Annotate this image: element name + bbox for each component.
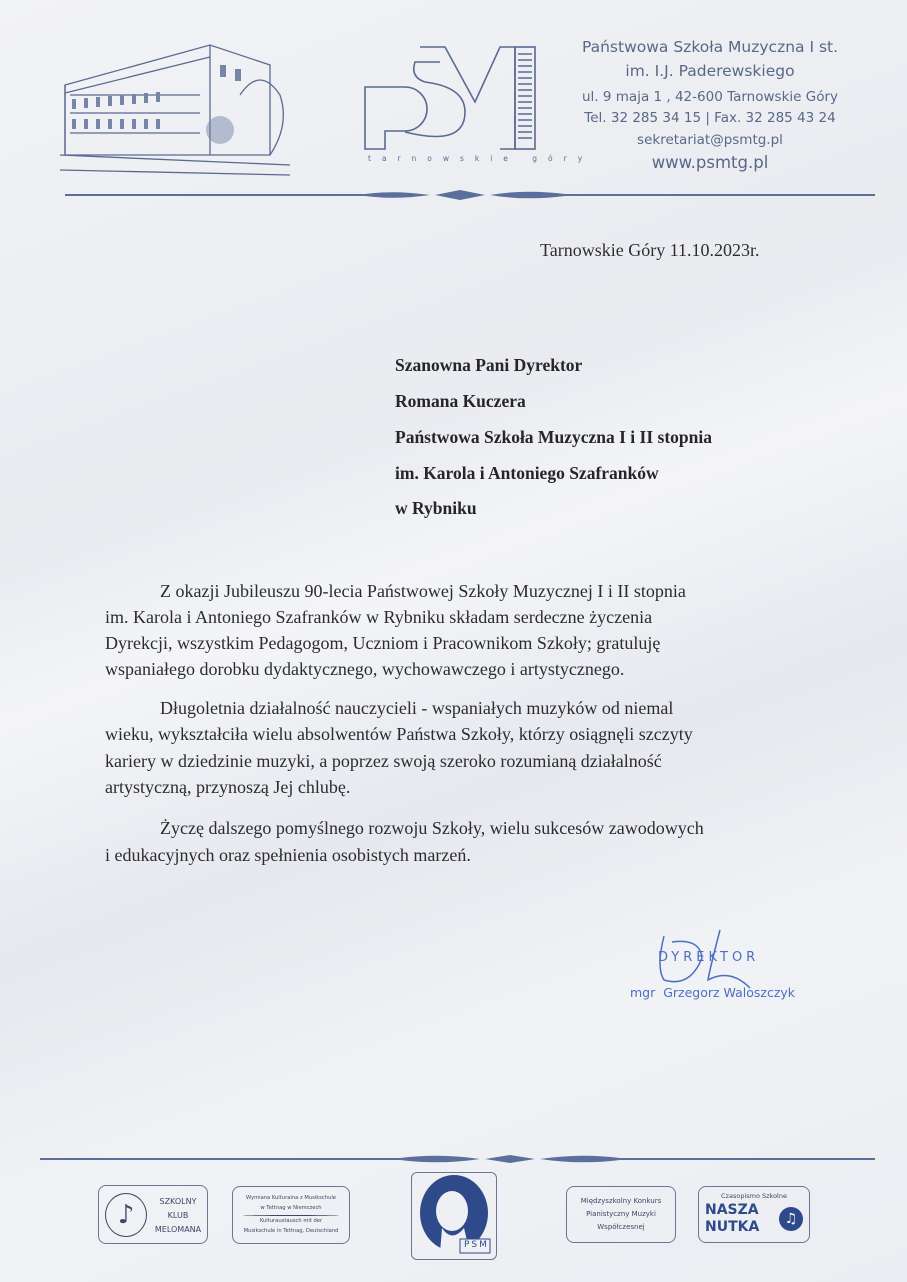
- club-line: SZKOLNY: [159, 1197, 197, 1206]
- club-line: KLUB: [167, 1211, 189, 1220]
- recipient-city: w Rybniku: [395, 498, 477, 518]
- date-line: Tarnowskie Góry 11.10.2023r.: [540, 240, 760, 260]
- music-note-icon: ♪: [105, 1193, 147, 1237]
- magazine-title: NASZA: [705, 1202, 759, 1218]
- header-divider: [65, 188, 875, 202]
- footer-divider: [40, 1152, 875, 1166]
- recipient-patron: im. Karola i Antoniego Szafranków: [395, 463, 659, 483]
- cd-music-icon: ♫: [779, 1207, 803, 1231]
- body-line: Dyrekcji, wszystkim Pedagogom, Uczniom i Pracownikom Szkoły; gratuluję: [105, 633, 661, 653]
- school-website: www.psmtg.pl: [651, 153, 769, 172]
- body-line: wieku, wykształciła wielu absolwentów Państwa Szkoły, którzy osiągnęli szczyty: [105, 724, 693, 744]
- body-line: Życzę dalszego pomyślnego rozwoju Szkoły, wielu sukcesów zawodowych: [160, 818, 704, 838]
- school-email: sekretariat@psmtg.pl: [637, 132, 783, 148]
- logo-nasza-nutka: [698, 1186, 810, 1243]
- recipient-name: Romana Kuczera: [395, 391, 526, 411]
- body-line: Z okazji Jubileuszu 90-lecia Państwowej Szkoły Muzycznej I i II stopnia: [160, 581, 686, 601]
- contest-line: Pianistyczny Muzyki: [586, 1210, 656, 1218]
- signature-title: DYREKTOR: [658, 950, 760, 965]
- psm-logo-caption: tarnowskie góry: [368, 154, 594, 163]
- logo-cultural-exchange: [232, 1186, 350, 1244]
- magazine-label: Czasopismo Szkolne: [721, 1192, 787, 1200]
- club-line: MELOMANA: [154, 1225, 202, 1234]
- body-line: im. Karola i Antoniego Szafranków w Rybniku składam serdeczne życzenia: [105, 607, 653, 627]
- body-line: i edukacyjnych oraz spełnienia osobistych marzeń.: [105, 845, 471, 865]
- recipient-salutation: Szanowna Pani Dyrektor: [395, 355, 583, 375]
- exchange-line: Wymiana Kulturalna z Musikschule: [245, 1195, 336, 1201]
- body-line: artystyczną, przynoszą Jej chlubę.: [105, 777, 351, 797]
- body-line: Długoletnia działalność nauczycieli - wspaniałych muzyków od niemal: [160, 698, 674, 718]
- recipient-school: Państwowa Szkoła Muzyczna I i II stopnia: [395, 427, 712, 447]
- logo-club-melomana: [98, 1185, 208, 1244]
- body-line: wspaniałego dorobku dydaktycznego, wychowawczego i artystycznego.: [105, 659, 625, 679]
- exchange-line: Musikschule in Tettnag, Deutschland: [243, 1228, 339, 1234]
- body-line: kariery w dziedzinie muzyki, a poprzez swoją szeroko rozumianą działalność: [105, 751, 662, 771]
- contest-line: Współczesnej: [597, 1223, 645, 1231]
- exchange-line: w Tettnag w Niemczech: [260, 1205, 322, 1211]
- school-patron: im. I.J. Paderewskiego: [625, 62, 795, 80]
- signature-name: mgr Grzegorz Waloszczyk: [630, 985, 796, 1000]
- portrait-caption: PSM: [464, 1240, 489, 1250]
- logo-piano-contest: [566, 1186, 676, 1243]
- school-building-illustration: [60, 35, 290, 180]
- school-name: Państwowa Szkoła Muzyczna I st.: [581, 38, 839, 56]
- exchange-line: Kulturaustausch mit der: [259, 1218, 323, 1224]
- school-phone-fax: Tel. 32 285 34 15 | Fax. 32 285 43 24: [584, 110, 836, 126]
- psm-logo: [360, 42, 594, 164]
- paderewski-portrait-logo: [411, 1172, 497, 1260]
- contest-line: Międzyszkolny Konkurs: [580, 1197, 662, 1205]
- magazine-title: NUTKA: [705, 1219, 760, 1235]
- school-address: ul. 9 maja 1 , 42-600 Tarnowskie Góry: [582, 89, 838, 105]
